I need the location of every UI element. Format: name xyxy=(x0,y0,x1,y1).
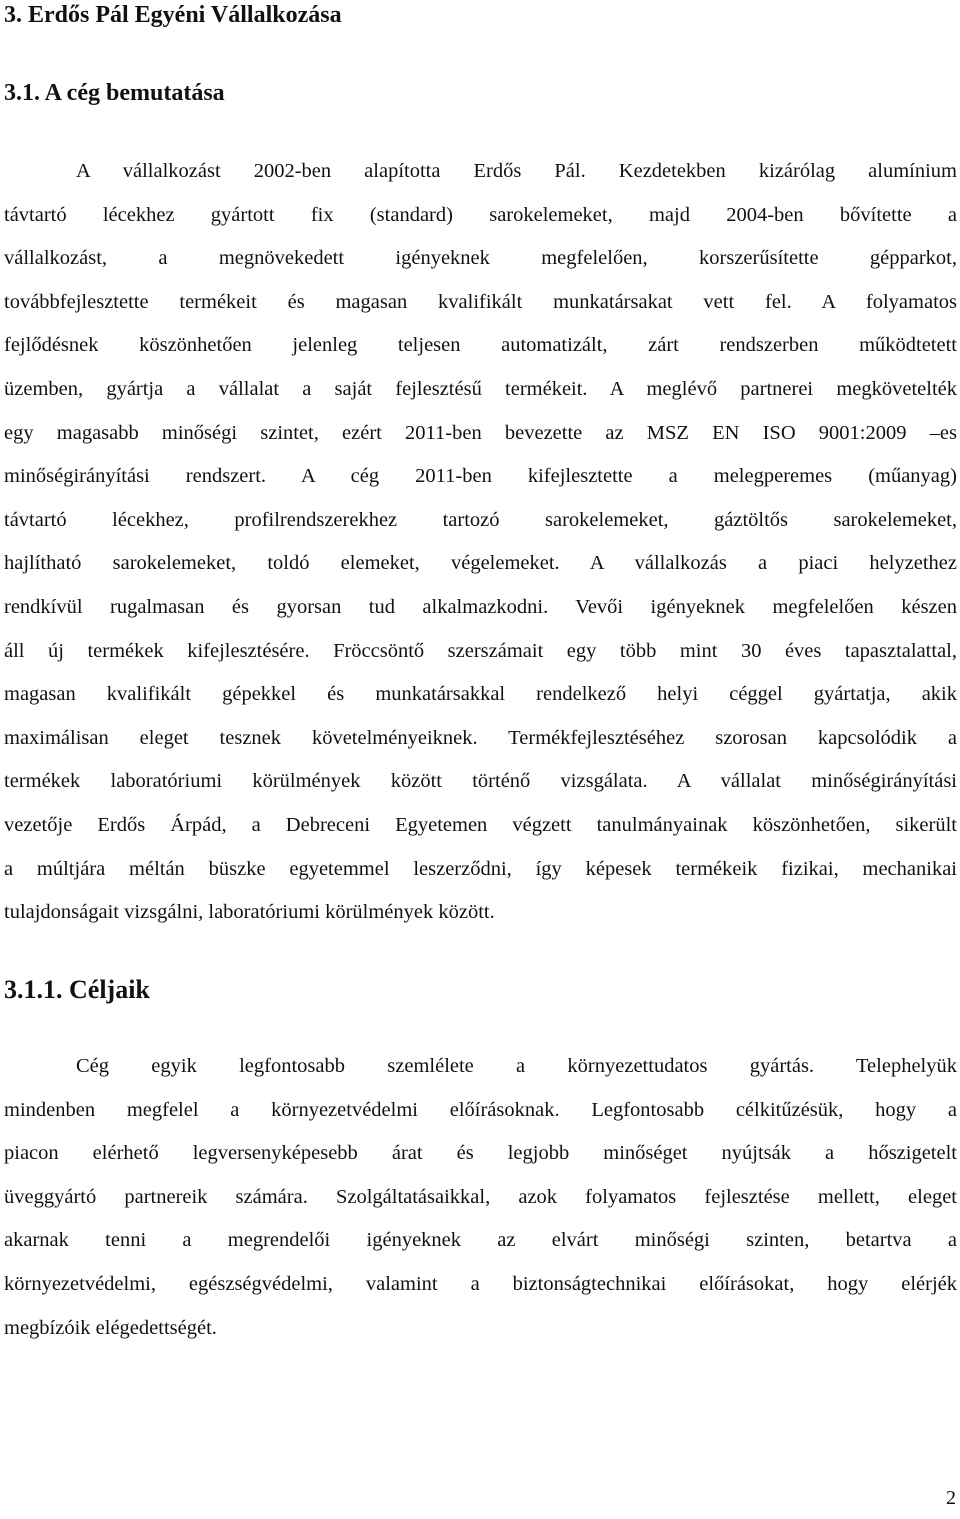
paragraph-line: tulajdonságait vizsgálni, laboratóriumi körülmények között. xyxy=(4,901,495,924)
subsection-heading: 3.1.1. Céljaik xyxy=(4,975,150,1004)
paragraph-line: vezetője Erdős Árpád, a Debreceni Egyetemen végzett tanulmányainak köszönhetően, sikerült xyxy=(4,813,957,836)
goals-paragraph xyxy=(4,1045,957,1350)
paragraph-line: magasan kvalifikált gépekkel és munkatársakkal rendelkező helyi céggel gyártatja, akik xyxy=(4,683,957,706)
paragraph-line: mindenben megfelel a környezetvédelmi előírásoknak. Legfontosabb célkitűzésük, hogy a xyxy=(4,1098,957,1121)
paragraph-line: áll új termékek kifejlesztésére. Fröccsöntő szerszámait egy több mint 30 éves tapasztalattal, xyxy=(4,639,957,662)
section-heading: 3.1. A cég bemutatása xyxy=(4,80,225,106)
paragraph-line: rendkívül rugalmasan és gyorsan tud alkalmazkodni. Vevői igényeknek megfelelően készen xyxy=(4,595,957,618)
paragraph-line: üzemben, gyártja a vállalat a saját fejlesztésű termékeit. A meglévő partnerei megkövetelték xyxy=(4,377,957,400)
paragraph-line: megbízóik elégedettségét. xyxy=(4,1316,217,1339)
paragraph-line: távtartó lécekhez gyártott fix (standard) sarokelemeket, majd 2004-ben bővítette a xyxy=(4,203,957,226)
paragraph-line: Cég egyik legfontosabb szemlélete a környezettudatos gyártás. Telephelyük xyxy=(76,1055,957,1077)
paragraph-line: A vállalkozást 2002-ben alapította Erdős Pál. Kezdetekben kizárólag alumínium xyxy=(76,160,957,182)
paragraph-line: üveggyártó partnereik számára. Szolgáltatásaikkal, azok folyamatos fejlesztése mellett, eleget xyxy=(4,1185,957,1208)
paragraph-line: továbbfejlesztette termékeit és magasan kvalifikált munkatársakat vett fel. A folyamatos xyxy=(4,290,957,313)
paragraph-line: vállalkozást, a megnövekedett igényeknek megfelelően, korszerűsítette gépparkot, xyxy=(4,247,957,270)
paragraph-line: környezetvédelmi, egészségvédelmi, valamint a biztonságtechnikai előírásokat, hogy elérjék xyxy=(4,1272,957,1295)
paragraph-line: termékek laboratóriumi körülmények között történő vizsgálata. A vállalat minőségirányítási xyxy=(4,770,957,793)
paragraph-line: akarnak tenni a megrendelői igényeknek az elvárt minőségi szinten, betartva a xyxy=(4,1229,957,1252)
page-number: 2 xyxy=(946,1487,956,1509)
paragraph-line: hajlítható sarokelemeket, toldó elemeket, végelemeket. A vállalkozás a piaci helyzethez xyxy=(4,552,957,575)
paragraph-line: távtartó lécekhez, profilrendszerekhez tartozó sarokelemeket, gáztöltős sarokelemeket, xyxy=(4,508,957,531)
paragraph-line: piacon elérhető legversenyképesebb árat és legjobb minőséget nyújtsák a hőszigetelt xyxy=(4,1142,957,1165)
paragraph-line: minőségirányítási rendszert. A cég 2011-ben kifejlesztette a melegperemes (műanyag) xyxy=(4,465,957,488)
paragraph-line: maximálisan eleget tesznek követelményeiknek. Termékfejlesztéséhez szorosan kapcsolódik a xyxy=(4,726,957,749)
company-intro-paragraph xyxy=(4,150,957,935)
chapter-heading: 3. Erdős Pál Egyéni Vállalkozása xyxy=(4,2,342,28)
paragraph-line: fejlődésnek köszönhetően jelenleg teljesen automatizált, zárt rendszerben működtetett xyxy=(4,334,957,357)
paragraph-line: egy magasabb minőségi szintet, ezért 2011-ben bevezette az MSZ EN ISO 9001:2009 –es xyxy=(4,421,957,444)
paragraph-line: a múltjára méltán büszke egyetemmel leszerződni, így képesek termékeik fizikai, mechanikai xyxy=(4,857,957,880)
